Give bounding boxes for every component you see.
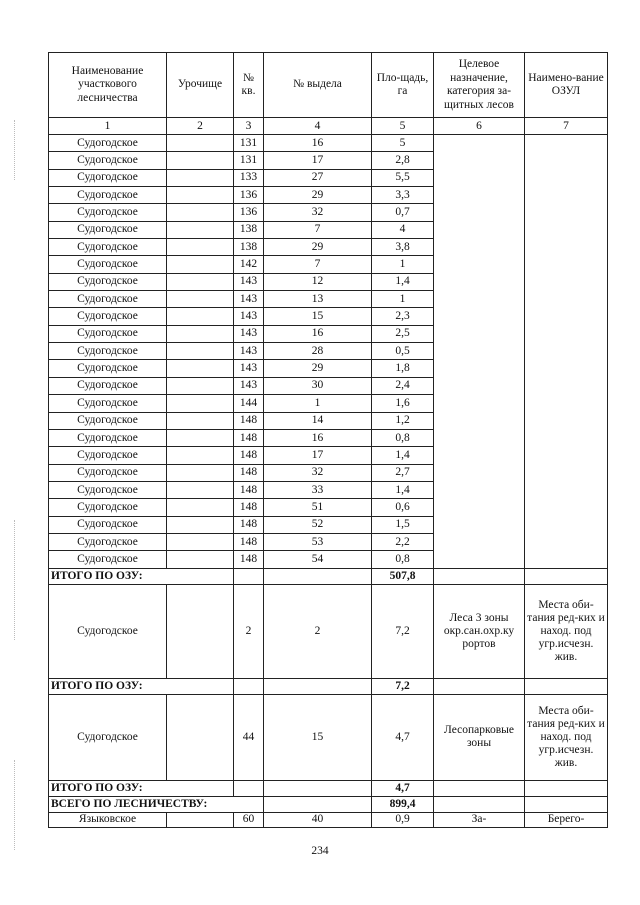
forestry-name-cell: Судогодское [49, 343, 167, 360]
tract-cell [167, 135, 234, 152]
tract-cell [167, 694, 234, 780]
tract-cell [167, 239, 234, 256]
quarter-cell: 148 [234, 499, 264, 516]
table-row [49, 812, 608, 827]
purpose-cell: За- [434, 812, 525, 827]
forestry-name-cell: Судогодское [49, 499, 167, 516]
subtotal-label: ИТОГО ПО ОЗУ: [49, 780, 234, 796]
forestry-name-cell: Судогодское [49, 291, 167, 308]
forestry-name-cell: Судогодское [49, 256, 167, 273]
quarter-cell: 133 [234, 169, 264, 186]
quarter-cell: 136 [234, 204, 264, 221]
empty-cell [525, 678, 608, 694]
forestry-name-cell: Судогодское [49, 273, 167, 290]
forestry-name-cell: Судогодское [49, 360, 167, 377]
area-cell: 3,8 [372, 239, 434, 256]
tract-cell [167, 377, 234, 394]
tract-cell [167, 325, 234, 342]
header-purpose: Целевое назначение, категория за-щитных лесов [434, 53, 525, 118]
empty-cell [264, 796, 372, 812]
quarter-cell: 143 [234, 273, 264, 290]
area-cell: 2,3 [372, 308, 434, 325]
plot-cell: 52 [264, 516, 372, 533]
forestry-name-cell: Судогодское [49, 239, 167, 256]
forestry-name-cell: Судогодское [49, 204, 167, 221]
empty-cell [234, 780, 264, 796]
plot-cell: 7 [264, 256, 372, 273]
column-number: 3 [234, 118, 264, 135]
tract-cell [167, 584, 234, 678]
margin-mark [14, 120, 16, 180]
subtotal-label: ИТОГО ПО ОЗУ: [49, 568, 234, 584]
quarter-cell: 131 [234, 135, 264, 152]
quarter-cell: 143 [234, 291, 264, 308]
column-number: 5 [372, 118, 434, 135]
area-cell: 1,2 [372, 412, 434, 429]
tract-cell [167, 481, 234, 498]
area-cell: 2,8 [372, 152, 434, 169]
quarter-cell: 143 [234, 308, 264, 325]
quarter-cell: 143 [234, 360, 264, 377]
forestry-name-cell: Судогодское [49, 481, 167, 498]
plot-cell: 16 [264, 325, 372, 342]
plot-cell: 29 [264, 239, 372, 256]
area-cell: 1,8 [372, 360, 434, 377]
column-number: 2 [167, 118, 234, 135]
forestry-name-cell: Судогодское [49, 221, 167, 238]
tract-cell [167, 221, 234, 238]
forestry-name-cell: Судогодское [49, 584, 167, 678]
quarter-cell: 143 [234, 377, 264, 394]
plot-cell: 15 [264, 308, 372, 325]
quarter-cell: 148 [234, 464, 264, 481]
plot-cell: 29 [264, 187, 372, 204]
plot-cell: 14 [264, 412, 372, 429]
column-number: 1 [49, 118, 167, 135]
plot-cell: 28 [264, 343, 372, 360]
header-quarter: № кв. [234, 53, 264, 118]
empty-cell [434, 678, 525, 694]
subtotal-value: 507,8 [372, 568, 434, 584]
tract-cell [167, 464, 234, 481]
area-cell: 1 [372, 256, 434, 273]
plot-cell: 32 [264, 204, 372, 221]
grand-total-label: ВСЕГО ПО ЛЕСНИЧЕСТВУ: [49, 796, 264, 812]
empty-cell [525, 568, 608, 584]
subtotal-value: 4,7 [372, 780, 434, 796]
tract-cell [167, 169, 234, 186]
empty-cell [525, 780, 608, 796]
empty-cell [434, 568, 525, 584]
grand-total-row [49, 796, 608, 812]
table-row [49, 135, 608, 152]
area-cell: 1 [372, 291, 434, 308]
empty-cell [434, 796, 525, 812]
plot-cell: 12 [264, 273, 372, 290]
forestry-name-cell: Судогодское [49, 412, 167, 429]
area-cell: 2,2 [372, 533, 434, 550]
forestry-name-cell: Судогодское [49, 135, 167, 152]
forestry-name-cell: Судогодское [49, 169, 167, 186]
empty-cell [264, 568, 372, 584]
ozul-cell: Места оби-тания ред-ких и наход. под угр.исчезн. жив. [525, 584, 608, 678]
tract-cell [167, 395, 234, 412]
plot-cell: 15 [264, 694, 372, 780]
quarter-cell: 60 [234, 812, 264, 827]
purpose-cell: Леса 3 зоны окр.сан.охр.ку рортов [434, 584, 525, 678]
tract-cell [167, 447, 234, 464]
tract-cell [167, 812, 234, 827]
tract-cell [167, 187, 234, 204]
plot-cell: 53 [264, 533, 372, 550]
tract-cell [167, 551, 234, 568]
plot-cell: 40 [264, 812, 372, 827]
quarter-cell: 44 [234, 694, 264, 780]
area-cell: 5,5 [372, 169, 434, 186]
forest-plots-table [48, 52, 608, 828]
quarter-cell: 148 [234, 481, 264, 498]
plot-cell: 27 [264, 169, 372, 186]
forestry-name-cell: Судогодское [49, 694, 167, 780]
tract-cell [167, 499, 234, 516]
quarter-cell: 138 [234, 221, 264, 238]
header-area: Пло-щадь, га [372, 53, 434, 118]
quarter-cell: 148 [234, 516, 264, 533]
quarter-cell: 131 [234, 152, 264, 169]
margin-mark [14, 520, 16, 640]
area-cell: 1,5 [372, 516, 434, 533]
forestry-name-cell: Судогодское [49, 464, 167, 481]
column-number: 6 [434, 118, 525, 135]
tract-cell [167, 360, 234, 377]
tract-cell [167, 343, 234, 360]
empty-cell [264, 678, 372, 694]
area-cell: 1,4 [372, 273, 434, 290]
subtotal-row [49, 568, 608, 584]
quarter-cell: 143 [234, 325, 264, 342]
table-row [49, 694, 608, 780]
quarter-cell: 148 [234, 429, 264, 446]
table-row [49, 584, 608, 678]
forestry-name-cell: Судогодское [49, 152, 167, 169]
empty-cell [264, 780, 372, 796]
area-cell: 0,8 [372, 551, 434, 568]
tract-cell [167, 152, 234, 169]
area-cell: 4,7 [372, 694, 434, 780]
subtotal-label: ИТОГО ПО ОЗУ: [49, 678, 234, 694]
plot-cell: 13 [264, 291, 372, 308]
purpose-cell: Лесопарковые зоны [434, 694, 525, 780]
forestry-name-cell: Судогодское [49, 377, 167, 394]
quarter-cell: 138 [234, 239, 264, 256]
area-cell: 0,5 [372, 343, 434, 360]
tract-cell [167, 429, 234, 446]
ozul-cell: Берего- [525, 812, 608, 827]
area-cell: 0,9 [372, 812, 434, 827]
subtotal-row [49, 780, 608, 796]
area-cell: 2,4 [372, 377, 434, 394]
quarter-cell: 148 [234, 412, 264, 429]
area-cell: 7,2 [372, 584, 434, 678]
tract-cell [167, 516, 234, 533]
area-cell: 0,8 [372, 429, 434, 446]
header-forestry-name: Наименование участкового лесничества [49, 53, 167, 118]
empty-cell [234, 568, 264, 584]
forestry-name-cell: Языковское [49, 812, 167, 827]
area-cell: 1,4 [372, 481, 434, 498]
ozul-cell [525, 135, 608, 569]
purpose-cell [434, 135, 525, 569]
column-number-row [49, 118, 608, 135]
area-cell: 0,6 [372, 499, 434, 516]
plot-cell: 16 [264, 135, 372, 152]
plot-cell: 17 [264, 447, 372, 464]
plot-cell: 16 [264, 429, 372, 446]
forestry-name-cell: Судогодское [49, 533, 167, 550]
plot-cell: 33 [264, 481, 372, 498]
forestry-name-cell: Судогодское [49, 429, 167, 446]
forestry-name-cell: Судогодское [49, 325, 167, 342]
tract-cell [167, 291, 234, 308]
header-tract: Урочище [167, 53, 234, 118]
plot-cell: 51 [264, 499, 372, 516]
column-number: 7 [525, 118, 608, 135]
column-number: 4 [264, 118, 372, 135]
plot-cell: 32 [264, 464, 372, 481]
header-plot: № выдела [264, 53, 372, 118]
quarter-cell: 142 [234, 256, 264, 273]
tract-cell [167, 256, 234, 273]
forestry-name-cell: Судогодское [49, 447, 167, 464]
quarter-cell: 2 [234, 584, 264, 678]
area-cell: 4 [372, 221, 434, 238]
area-cell: 0,7 [372, 204, 434, 221]
plot-cell: 2 [264, 584, 372, 678]
quarter-cell: 148 [234, 447, 264, 464]
forestry-name-cell: Судогодское [49, 395, 167, 412]
area-cell: 1,4 [372, 447, 434, 464]
tract-cell [167, 273, 234, 290]
empty-cell [234, 678, 264, 694]
plot-cell: 17 [264, 152, 372, 169]
quarter-cell: 144 [234, 395, 264, 412]
plot-cell: 1 [264, 395, 372, 412]
plot-cell: 54 [264, 551, 372, 568]
header-ozul: Наимено-вание ОЗУЛ [525, 53, 608, 118]
quarter-cell: 136 [234, 187, 264, 204]
tract-cell [167, 412, 234, 429]
area-cell: 1,6 [372, 395, 434, 412]
quarter-cell: 143 [234, 343, 264, 360]
quarter-cell: 148 [234, 533, 264, 550]
plot-cell: 29 [264, 360, 372, 377]
area-cell: 5 [372, 135, 434, 152]
area-cell: 2,7 [372, 464, 434, 481]
ozul-cell: Места оби-тания ред-ких и наход. под угр.исчезн. жив. [525, 694, 608, 780]
empty-cell [525, 796, 608, 812]
empty-cell [434, 780, 525, 796]
forestry-name-cell: Судогодское [49, 516, 167, 533]
page-number: 234 [311, 845, 329, 857]
tract-cell [167, 533, 234, 550]
tract-cell [167, 204, 234, 221]
quarter-cell: 148 [234, 551, 264, 568]
forestry-name-cell: Судогодское [49, 187, 167, 204]
margin-mark [14, 760, 16, 850]
subtotal-value: 7,2 [372, 678, 434, 694]
table-header-row [49, 53, 608, 118]
subtotal-row [49, 678, 608, 694]
grand-total-value: 899,4 [372, 796, 434, 812]
forestry-name-cell: Судогодское [49, 551, 167, 568]
area-cell: 3,3 [372, 187, 434, 204]
forestry-name-cell: Судогодское [49, 308, 167, 325]
area-cell: 2,5 [372, 325, 434, 342]
plot-cell: 30 [264, 377, 372, 394]
tract-cell [167, 308, 234, 325]
plot-cell: 7 [264, 221, 372, 238]
